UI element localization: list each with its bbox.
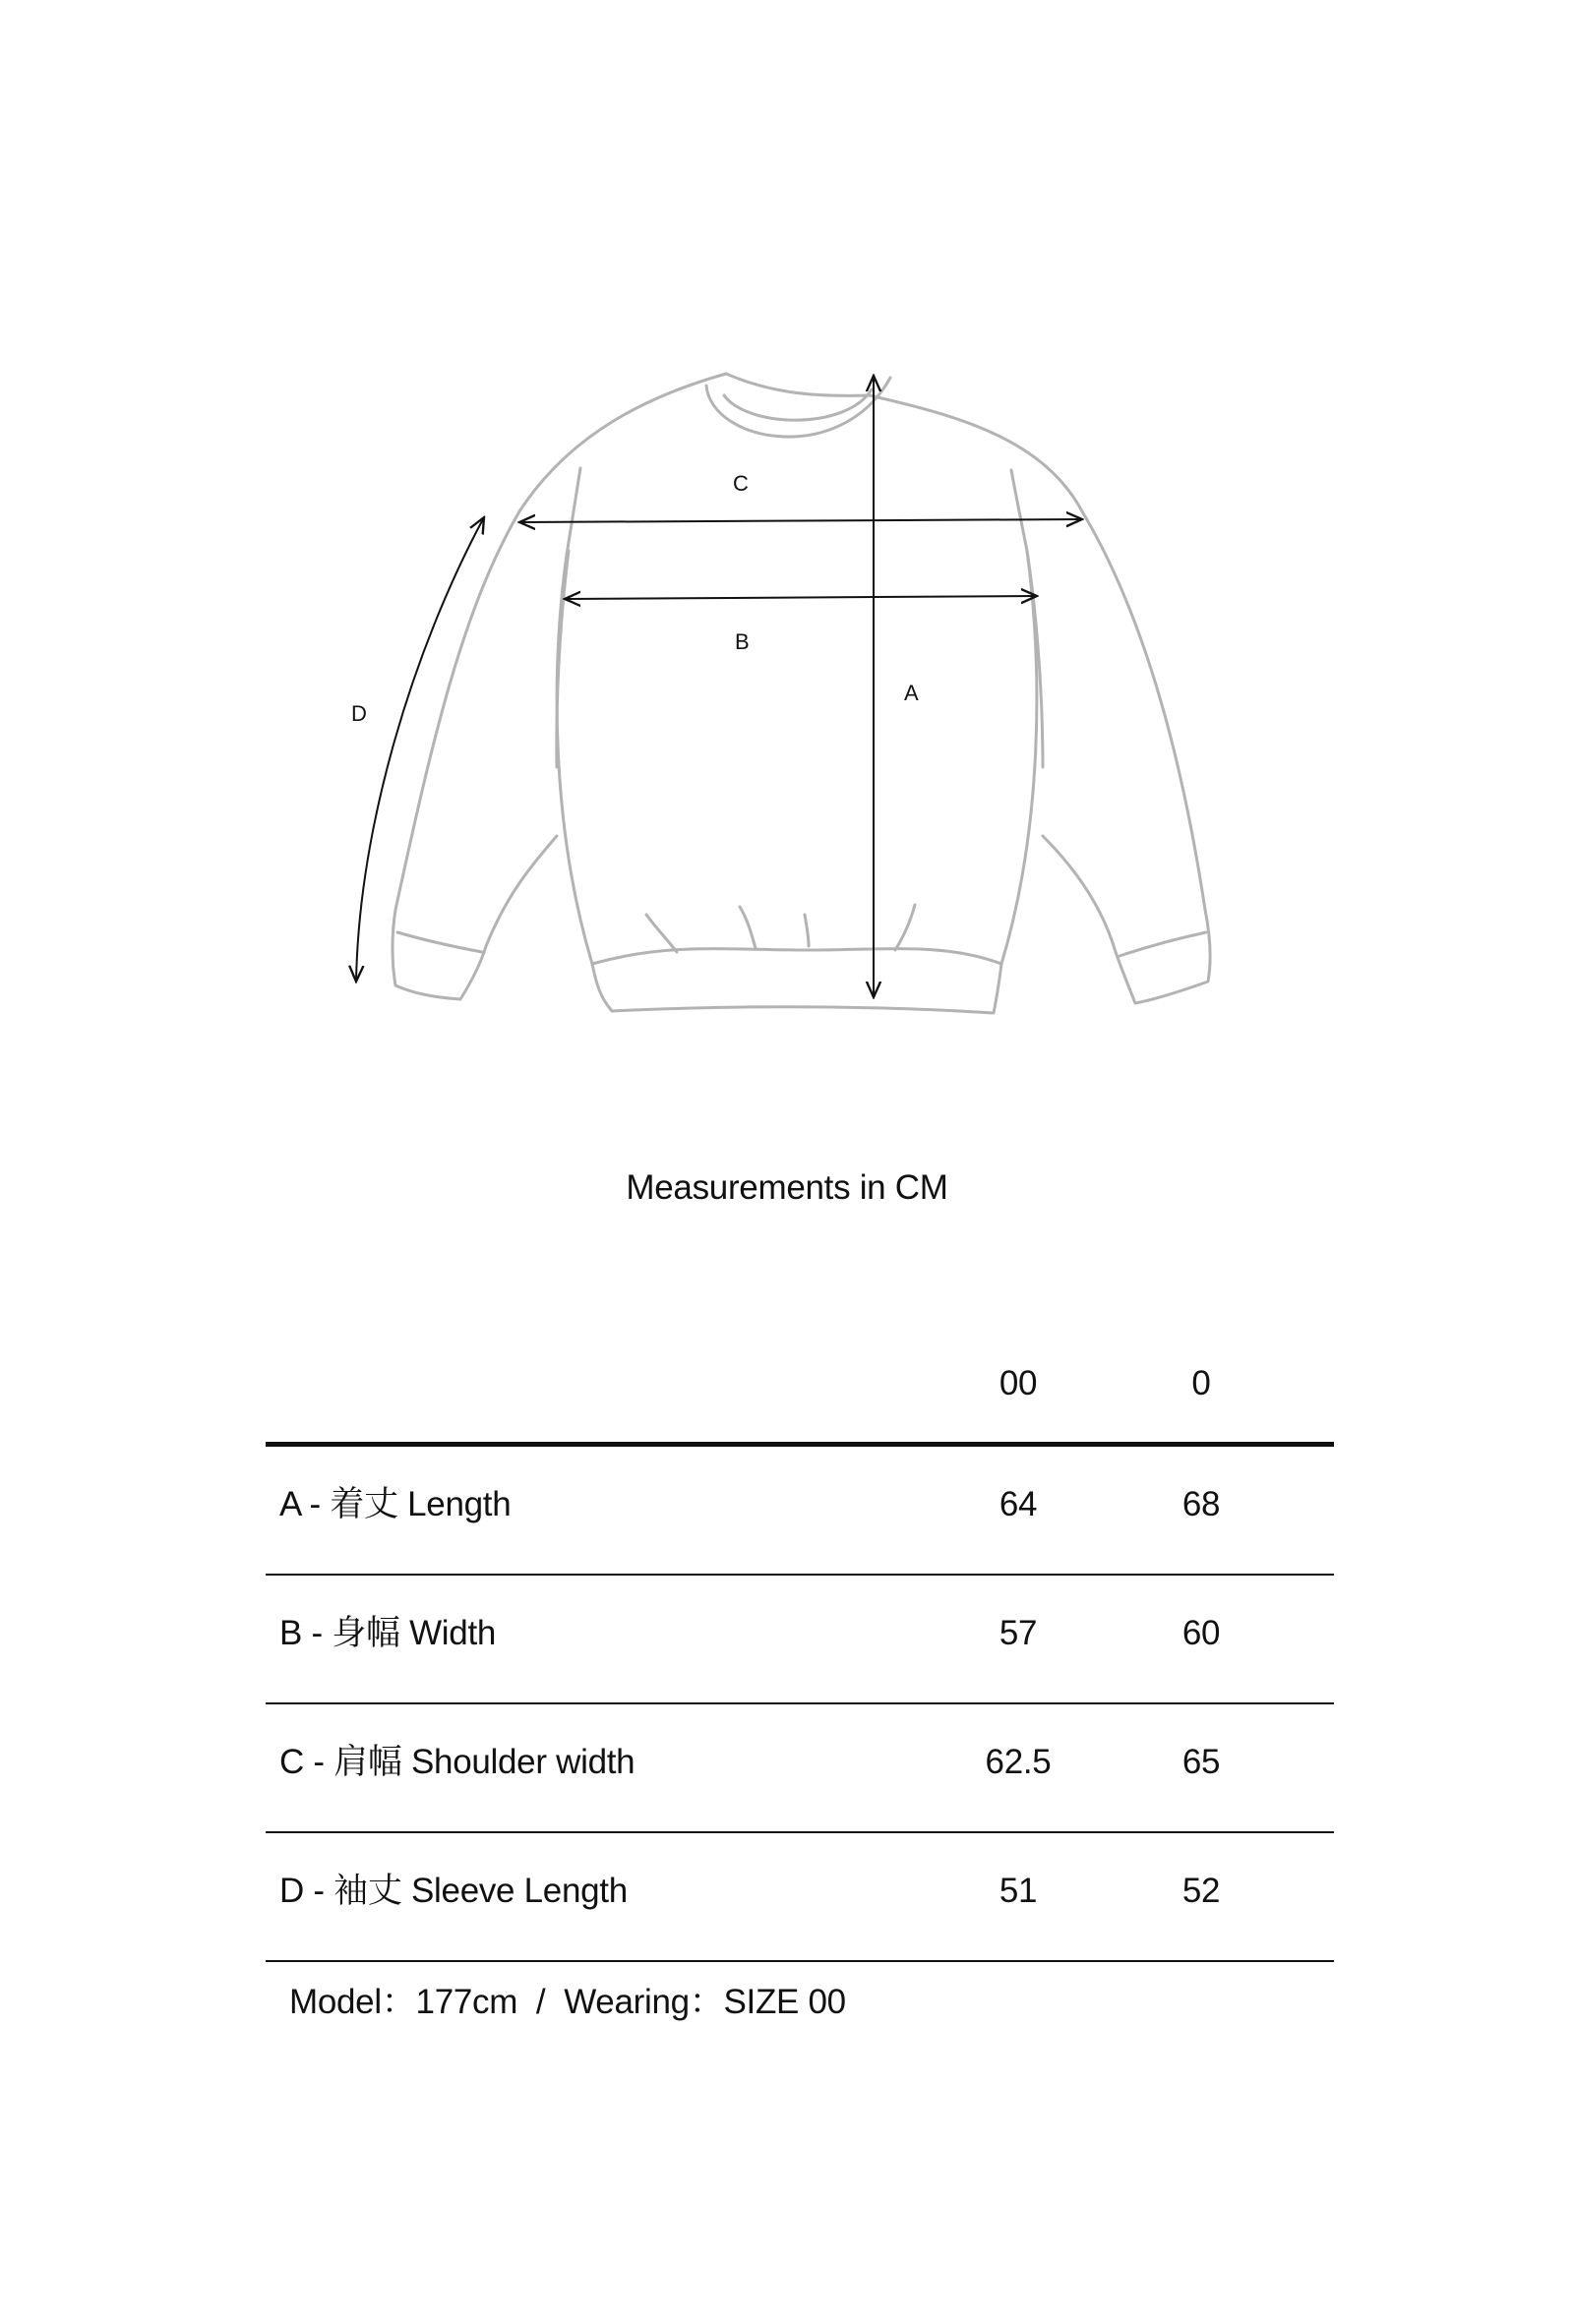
measurements-caption: Measurements in CM <box>626 1168 948 1207</box>
row-value: 62.5 <box>985 1743 1052 1781</box>
row-value: 51 <box>999 1872 1038 1910</box>
letter-c: C <box>733 471 749 496</box>
row-value: 65 <box>1181 1743 1221 1781</box>
sleeve-arrow-d <box>356 517 484 982</box>
table-row <box>266 1447 1334 1576</box>
table-row <box>266 1576 1334 1704</box>
table-header-row <box>266 1323 1334 1447</box>
letter-a: A <box>904 681 919 705</box>
model-size-note: Model：177cm / Wearing：SIZE 00 <box>289 1983 846 2021</box>
row-label: D - 袖丈 Sleeve Length <box>279 1872 628 1910</box>
letter-d: D <box>351 701 367 726</box>
row-label: C - 肩幅 Shoulder width <box>279 1743 636 1781</box>
row-label: B - 身幅 Width <box>279 1614 497 1652</box>
column-header-size-00: 00 <box>999 1364 1038 1402</box>
row-value: 52 <box>1181 1872 1221 1910</box>
width-arrow-b <box>565 596 1037 599</box>
row-label: A - 着丈 Length <box>279 1485 512 1523</box>
table-row <box>266 1704 1334 1833</box>
column-header-size-0: 0 <box>1191 1364 1211 1402</box>
size-table <box>266 1323 1334 1962</box>
sweatshirt-outline <box>393 374 1210 1013</box>
letter-b: B <box>735 629 750 654</box>
shoulder-arrow-c <box>519 519 1082 522</box>
table-row <box>266 1833 1334 1962</box>
row-value: 68 <box>1181 1485 1221 1523</box>
measurement-arrows <box>356 376 1082 997</box>
row-value: 60 <box>1181 1614 1221 1652</box>
sweatshirt-measurement-diagram <box>0 0 1574 1082</box>
row-value: 64 <box>999 1485 1038 1523</box>
sweatshirt-illustration <box>0 0 1574 1082</box>
row-value: 57 <box>999 1614 1038 1652</box>
